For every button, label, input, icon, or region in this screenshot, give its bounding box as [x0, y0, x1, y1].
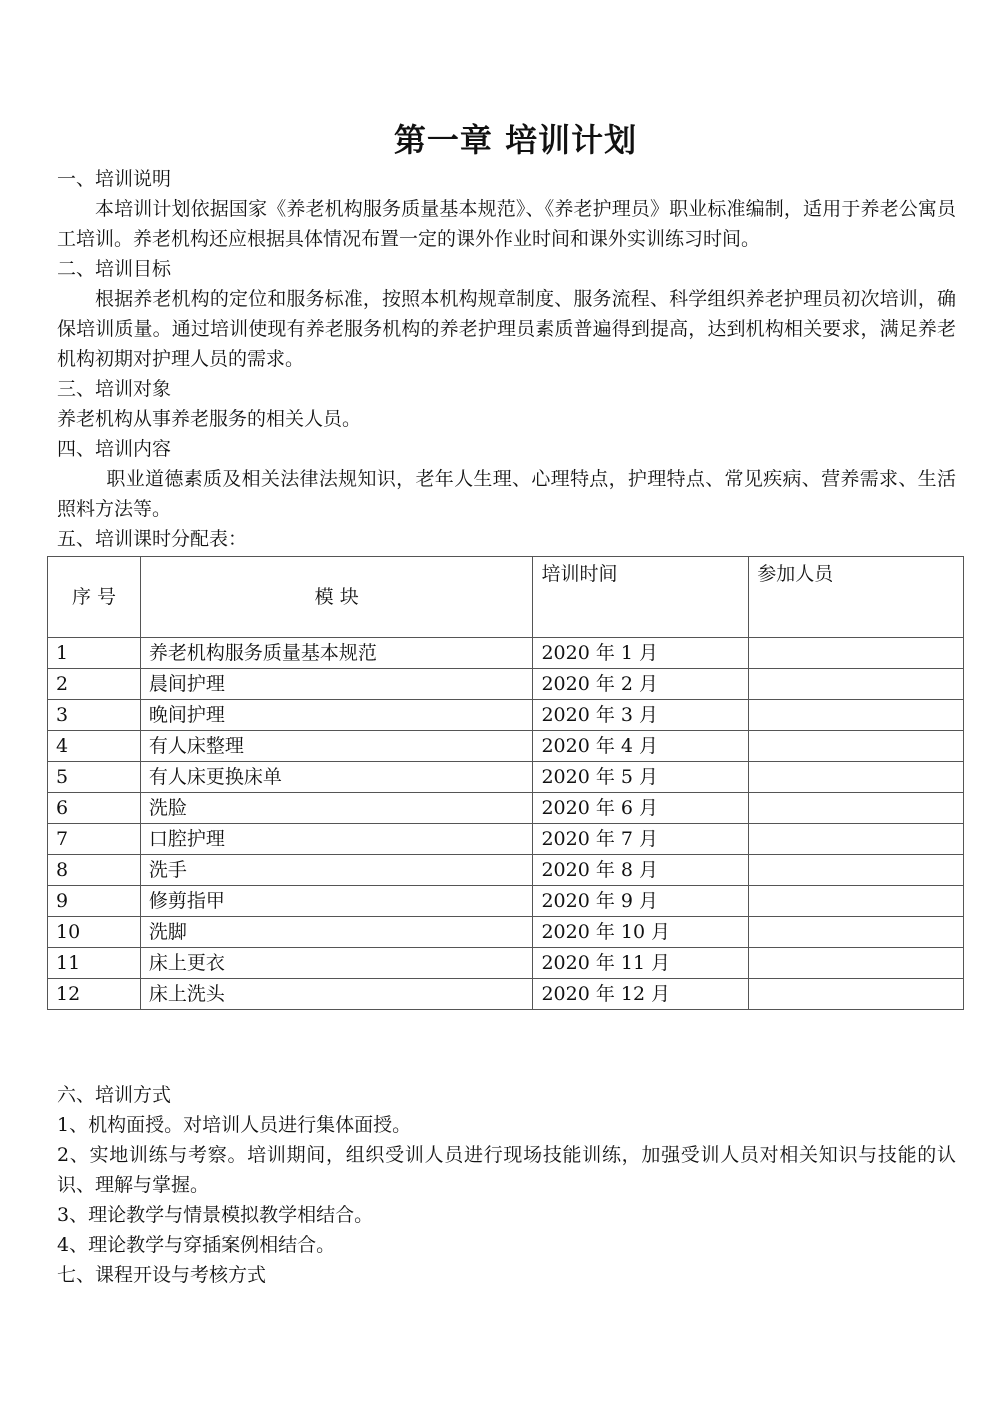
row-module-cell: 口腔护理 — [140, 824, 533, 855]
column-header-module: 模 块 — [140, 557, 533, 638]
row-participants-cell — [749, 638, 964, 669]
row-time-cell: 2020 年 3 月 — [533, 700, 749, 731]
section-heading-7: 七、课程开设与考核方式 — [57, 1264, 267, 1286]
row-module-cell: 洗手 — [140, 855, 533, 886]
spacer — [57, 1010, 956, 1080]
section-body-3: 养老机构从事养老服务的相关人员。 — [57, 408, 362, 430]
row-module-cell: 床上更衣 — [140, 948, 533, 979]
row-time-cell: 2020 年 7 月 — [533, 824, 749, 855]
row-module-cell: 养老机构服务质量基本规范 — [140, 638, 533, 669]
row-time-cell: 2020 年 10 月 — [533, 917, 749, 948]
row-module-cell: 修剪指甲 — [140, 886, 533, 917]
row-time-cell: 2020 年 9 月 — [533, 886, 749, 917]
table-row — [48, 700, 964, 731]
section-heading-5: 五、培训课时分配表： — [57, 528, 248, 550]
row-module-cell: 洗脚 — [140, 917, 533, 948]
table-row — [48, 979, 964, 1010]
table-header-row — [48, 557, 964, 638]
row-participants-cell — [749, 793, 964, 824]
section-heading-4: 四、培训内容 — [57, 438, 172, 460]
section-body-4: 职业道德素质及相关法律法规知识，老年人生理、心理特点，护理特点、常见疾病、营养需求、生活照料方法等。 — [57, 468, 956, 520]
section-body-2: 根据养老机构的定位和服务标准，按照本机构规章制度、服务流程、科学组织养老护理员初次培训，确保培训质量。通过培训使现有养老服务机构的养老护理员素质普遍得到提高，达到机构相关要求，满足养老机构初期对护理人员的需求。 — [57, 288, 956, 370]
row-module-cell: 有人床更换床单 — [140, 762, 533, 793]
row-participants-cell — [749, 731, 964, 762]
table-row — [48, 762, 964, 793]
row-module-cell: 洗脸 — [140, 793, 533, 824]
row-index-cell: 3 — [48, 700, 141, 731]
column-header-participants: 参加人员 — [749, 557, 964, 638]
row-module-cell: 晨间护理 — [140, 669, 533, 700]
method-item-3: 3、理论教学与情景模拟教学相结合。 — [57, 1204, 374, 1226]
table-row — [48, 731, 964, 762]
method-item-4: 4、理论教学与穿插案例相结合。 — [57, 1234, 336, 1256]
section-body-1: 本培训计划依据国家《养老机构服务质量基本规范》、《养老护理员》职业标准编制，适用于养老公寓员工培训。养老机构还应根据具体情况布置一定的课外作业时间和课外实训练习时间。 — [57, 198, 956, 250]
table-row — [48, 638, 964, 669]
row-time-cell: 2020 年 11 月 — [533, 948, 749, 979]
row-participants-cell — [749, 948, 964, 979]
section-heading-1: 一、培训说明 — [57, 168, 172, 190]
row-index-cell: 5 — [48, 762, 141, 793]
table-body — [48, 638, 964, 1010]
row-participants-cell — [749, 917, 964, 948]
row-index-cell: 9 — [48, 886, 141, 917]
row-index-cell: 2 — [48, 669, 141, 700]
row-index-cell: 12 — [48, 979, 141, 1010]
row-module-cell: 晚间护理 — [140, 700, 533, 731]
table-row — [48, 793, 964, 824]
row-time-cell: 2020 年 4 月 — [533, 731, 749, 762]
row-module-cell: 床上洗头 — [140, 979, 533, 1010]
method-item-1: 1、机构面授。对培训人员进行集体面授。 — [57, 1114, 412, 1136]
row-index-cell: 1 — [48, 638, 141, 669]
row-index-cell: 10 — [48, 917, 141, 948]
row-time-cell: 2020 年 12 月 — [533, 979, 749, 1010]
row-index-cell: 11 — [48, 948, 141, 979]
table-row — [48, 824, 964, 855]
method-item-2: 2、实地训练与考察。培训期间，组织受训人员进行现场技能训练，加强受训人员对相关知识与技能的认识、理解与掌握。 — [57, 1144, 956, 1196]
row-participants-cell — [749, 700, 964, 731]
row-participants-cell — [749, 824, 964, 855]
table-row — [48, 669, 964, 700]
row-index-cell: 8 — [48, 855, 141, 886]
row-participants-cell — [749, 762, 964, 793]
row-time-cell: 2020 年 1 月 — [533, 638, 749, 669]
row-index-cell: 7 — [48, 824, 141, 855]
row-time-cell: 2020 年 8 月 — [533, 855, 749, 886]
table-row — [48, 917, 964, 948]
table-row — [48, 886, 964, 917]
schedule-table — [47, 556, 964, 1010]
table-row — [48, 855, 964, 886]
section-heading-2: 二、培训目标 — [57, 258, 172, 280]
row-participants-cell — [749, 979, 964, 1010]
row-module-cell: 有人床整理 — [140, 731, 533, 762]
table-row — [48, 948, 964, 979]
row-participants-cell — [749, 855, 964, 886]
row-index-cell: 6 — [48, 793, 141, 824]
row-participants-cell — [749, 886, 964, 917]
page-title: 第一章 培训计划 — [393, 121, 638, 159]
column-header-time: 培训时间 — [533, 557, 749, 638]
column-header-index: 序 号 — [48, 557, 141, 638]
row-index-cell: 4 — [48, 731, 141, 762]
row-time-cell: 2020 年 6 月 — [533, 793, 749, 824]
row-time-cell: 2020 年 2 月 — [533, 669, 749, 700]
row-time-cell: 2020 年 5 月 — [533, 762, 749, 793]
row-participants-cell — [749, 669, 964, 700]
section-heading-6: 六、培训方式 — [57, 1084, 172, 1106]
section-heading-3: 三、培训对象 — [57, 378, 172, 400]
